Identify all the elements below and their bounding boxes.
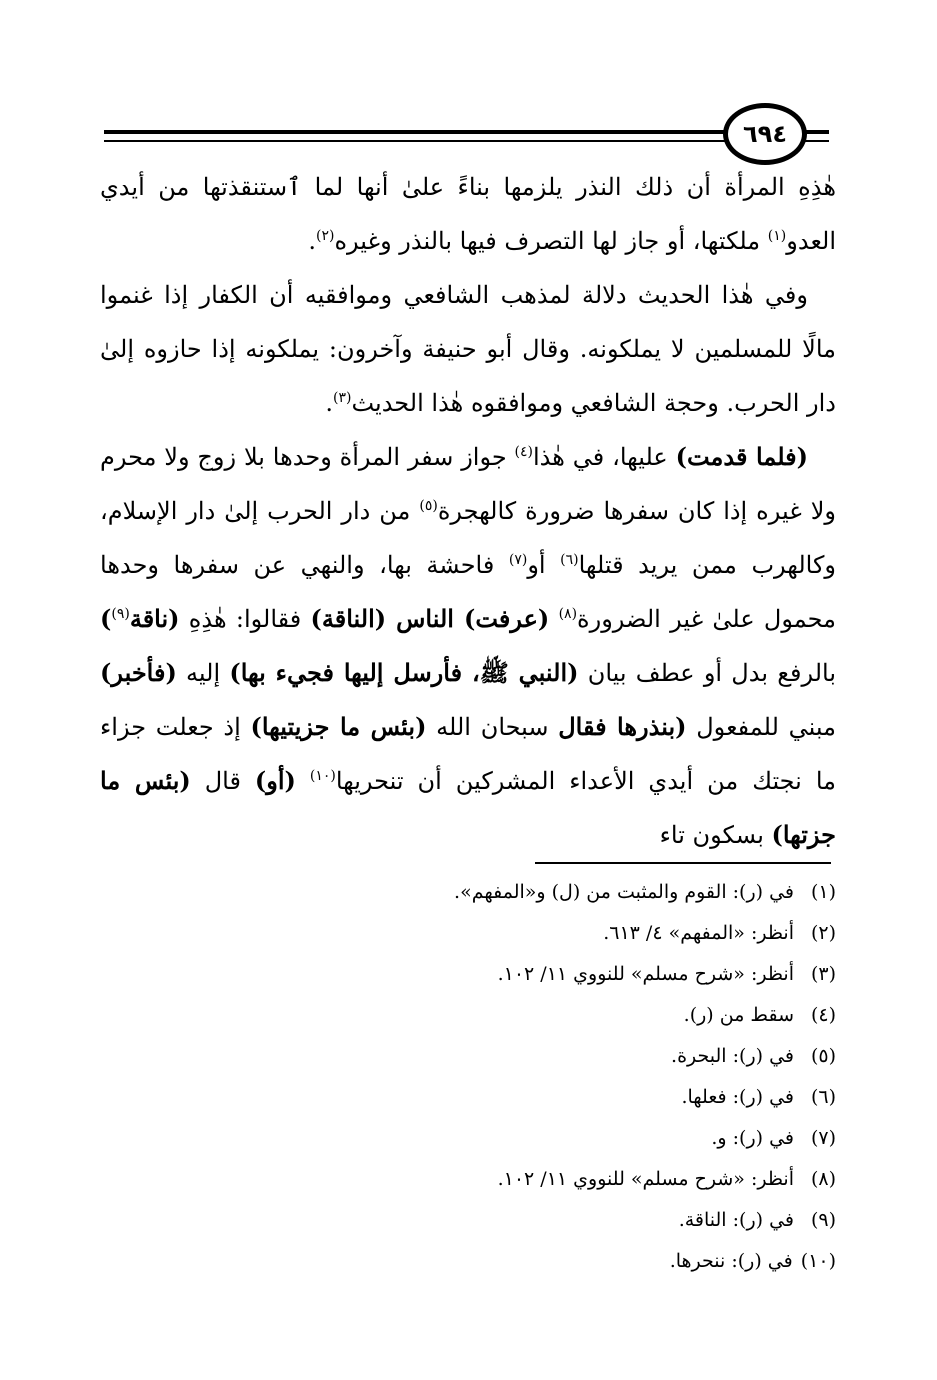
text-run: مبني للمفعول <box>686 713 836 741</box>
footnote-ref-8[interactable]: (٨) <box>558 606 578 622</box>
text-run: من دار الحرب إلىٰ دار الإسلام، وكالهرب ممن يريد قتلها <box>100 497 836 579</box>
footnote-ref-10[interactable]: (١٠) <box>309 768 336 784</box>
footnote-ref-1[interactable]: (١) <box>767 228 787 244</box>
footnote-separator <box>535 862 831 864</box>
footnote-text: أنظر: «شرح مسلم» للنووي ١١/ ١٠٢. <box>497 963 794 985</box>
footnote-text: أنظر: «المفهم» ٤/ ٦١٣. <box>603 922 794 944</box>
footnote-ref-3[interactable]: (٣) <box>332 390 352 406</box>
footnote-item <box>300 872 836 913</box>
text-run: بالرفع بدل أو عطف بيان <box>578 659 837 687</box>
footnote-item <box>300 1159 836 1200</box>
bold-quote: (فأخبر) <box>100 658 177 687</box>
bold-quote: (بئس ما جزتها) <box>100 766 836 849</box>
footnote-text: أنظر: «شرح مسلم» للنووي ١١/ ١٠٢. <box>497 1168 794 1190</box>
text-run: أو <box>527 551 561 579</box>
text-run: سبحان الله <box>426 713 559 741</box>
footnote-item <box>300 1200 836 1241</box>
header-rule-thick <box>104 130 829 134</box>
text-run: عليها، في هٰذا <box>533 443 676 471</box>
paragraph-1 <box>100 160 836 268</box>
text-run: بسكون تاء <box>659 821 772 849</box>
bold-quote: ) <box>100 604 112 633</box>
page-number-badge <box>723 103 807 165</box>
footnote-number: (٢) <box>810 922 836 944</box>
footnote-text: في (ر): ننحرها. <box>669 1250 793 1272</box>
page-number: ٦٩٤ <box>743 120 787 148</box>
footnote-ref-4[interactable]: (٤) <box>514 444 534 460</box>
footnote-item <box>300 995 836 1036</box>
text-run <box>296 767 310 795</box>
footnotes-list <box>300 872 836 1282</box>
header-rule-thin <box>104 140 829 142</box>
text-run: إذ جعلت جزاء ما نجتك من أيدي الأعداء المشركين أن تنحريها <box>100 713 836 795</box>
footnote-number: (٥) <box>810 1045 836 1067</box>
footnote-item <box>300 1118 836 1159</box>
footnote-number: (٦) <box>810 1086 836 1108</box>
footnote-number: (٩) <box>810 1209 836 1231</box>
footnote-text: في (ر): القوم والمثبت من (ل) و«المفهم». <box>454 881 794 903</box>
footnote-item <box>300 954 836 995</box>
footnote-ref-9[interactable]: (٩) <box>111 606 130 622</box>
bold-quote: (فلما قدمت) <box>675 442 808 471</box>
text-run: فاحشة بها، والنهي عن سفرها وحدها محمول علىٰ غير الضرورة <box>100 551 836 633</box>
footnote-item <box>300 913 836 954</box>
footnote-number: (١) <box>810 881 836 903</box>
footnote-number: (٧) <box>810 1127 836 1149</box>
text-run: هٰذِهِ المرأة أن ذلك النذر يلزمها بناءً علىٰ أنها لما ٱستنقذتها من أيدي العدو <box>100 173 836 255</box>
footnote-text: في (ر): فعلها. <box>681 1086 794 1108</box>
main-text <box>100 160 836 862</box>
footnote-number: (٨) <box>810 1168 836 1190</box>
text-run: إليه <box>176 659 230 687</box>
footnote-ref-5[interactable]: (٥) <box>419 498 438 514</box>
text-run: . <box>308 227 316 255</box>
bold-quote: (عرفت) الناس (الناقة) <box>310 604 550 633</box>
text-run <box>549 605 558 633</box>
footnote-text: في (ر): البحرة. <box>671 1045 794 1067</box>
bold-quote: (أو) <box>254 766 296 795</box>
footnote-ref-2[interactable]: (٢) <box>316 228 335 244</box>
paragraph-3 <box>100 430 836 862</box>
footnote-text: سقط من (ر). <box>683 1004 794 1026</box>
footnote-item <box>300 1036 836 1077</box>
footnote-item <box>300 1241 836 1282</box>
text-run: فقالوا: هٰذِهِ <box>179 605 311 633</box>
footnote-text: في (ر): و. <box>711 1127 794 1149</box>
footnote-number: (٣) <box>810 963 836 985</box>
text-run: . <box>325 389 333 417</box>
paragraph-2 <box>100 268 836 430</box>
footnote-ref-7[interactable]: (٧) <box>508 552 528 568</box>
bold-quote: (بنذرها فقال <box>558 712 687 741</box>
text-run: قال <box>190 767 255 795</box>
footnote-ref-6[interactable]: (٦) <box>560 552 579 568</box>
bold-quote: (بئس ما جزيتيها) <box>250 712 427 741</box>
footnote-item <box>300 1077 836 1118</box>
text-run: وفي هٰذا الحديث دلالة لمذهب الشافعي وموافقيه أن الكفار إذا غنموا مالًا للمسلمين لا يملكونه. وقال أبو حنيفة وآخرون: يملكونه إذا حازوه إلىٰ دار الحرب. وحجة الشافعي وموافقوه هٰذا الحديث <box>100 281 836 417</box>
text-run: جواز سفر المرأة وحدها بلا زوج ولا محرم ولا غيره إذا كان سفرها ضرورة كالهجرة <box>100 443 836 525</box>
text-run: ملكتها، أو جاز لها التصرف فيها بالنذر وغيره <box>334 227 768 255</box>
bold-quote: (ناقة <box>129 604 180 633</box>
footnote-number: (١٠) <box>800 1250 836 1272</box>
footnote-text: في (ر): الناقة. <box>678 1209 794 1231</box>
footnote-number: (٤) <box>810 1004 836 1026</box>
bold-quote: (النبي ﷺ، فأرسل إليها فجيء بها) <box>229 658 579 687</box>
